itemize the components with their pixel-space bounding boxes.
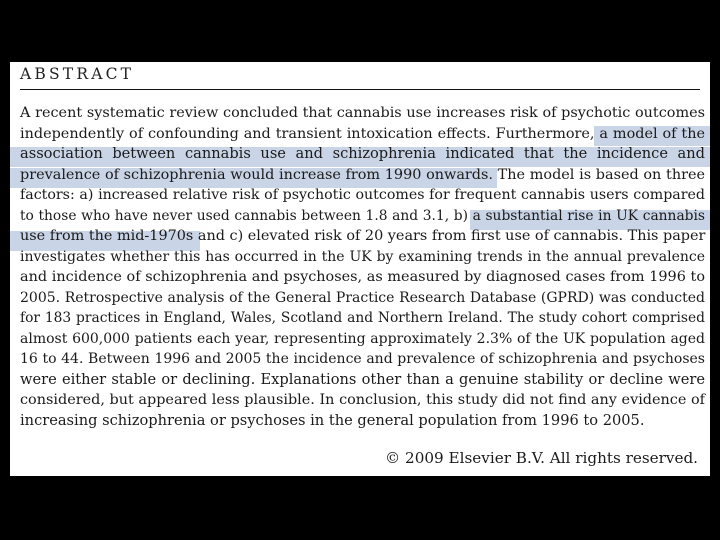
abstract-line: considered, but appeared less plausible. In conclusion, this study did not find any evidence of [20, 392, 705, 408]
abstract-page [10, 62, 710, 476]
copyright-notice: © 2009 Elsevier B.V. All rights reserved. [385, 449, 698, 467]
heading-divider [20, 89, 700, 90]
abstract-line: almost 600,000 patients each year, representing approximately 2.3% of the UK population aged [20, 330, 705, 347]
abstract-line: for 183 practices in England, Wales, Scotland and Northern Ireland. The study cohort comprised [20, 310, 705, 326]
abstract-line: association between cannabis use and schizophrenia indicated that the incidence and [20, 145, 705, 162]
abstract-line: 2005. Retrospective analysis of the General Practice Research Database (GPRD) was conducted [20, 289, 705, 306]
abstract-heading: ABSTRACT [20, 65, 135, 83]
abstract-line: A recent systematic review concluded that cannabis use increases risk of psychotic outcomes [20, 105, 705, 121]
abstract-body [20, 103, 705, 431]
abstract-line: 16 to 44. Between 1996 and 2005 the incidence and prevalence of schizophrenia and psychoses [20, 351, 705, 367]
abstract-line: factors: a) increased relative risk of psychotic outcomes for frequent cannabis users compared [20, 187, 705, 203]
abstract-line: and incidence of schizophrenia and psychoses, as measured by diagnosed cases from 1996 to [20, 269, 705, 285]
abstract-line: to those who have never used cannabis between 1.8 and 3.1, b) a substantial rise in UK cannabis [20, 207, 705, 224]
abstract-line: use from the mid-1970s and c) elevated risk of 20 years from first use of cannabis. This paper [20, 228, 706, 244]
abstract-line: investigates whether this has occurred in the UK by examining trends in the annual prevalence [20, 248, 705, 265]
abstract-line: were either stable or declining. Explanations other than a genuine stability or decline were [20, 370, 705, 388]
abstract-line: independently of confounding and transient intoxication effects. Furthermore, a model of the [20, 125, 705, 142]
abstract-line: prevalence of schizophrenia would increase from 1990 onwards. The model is based on three [20, 166, 705, 183]
abstract-line-last: increasing schizophrenia or psychoses in the general population from 1996 to 2005. [20, 411, 645, 429]
